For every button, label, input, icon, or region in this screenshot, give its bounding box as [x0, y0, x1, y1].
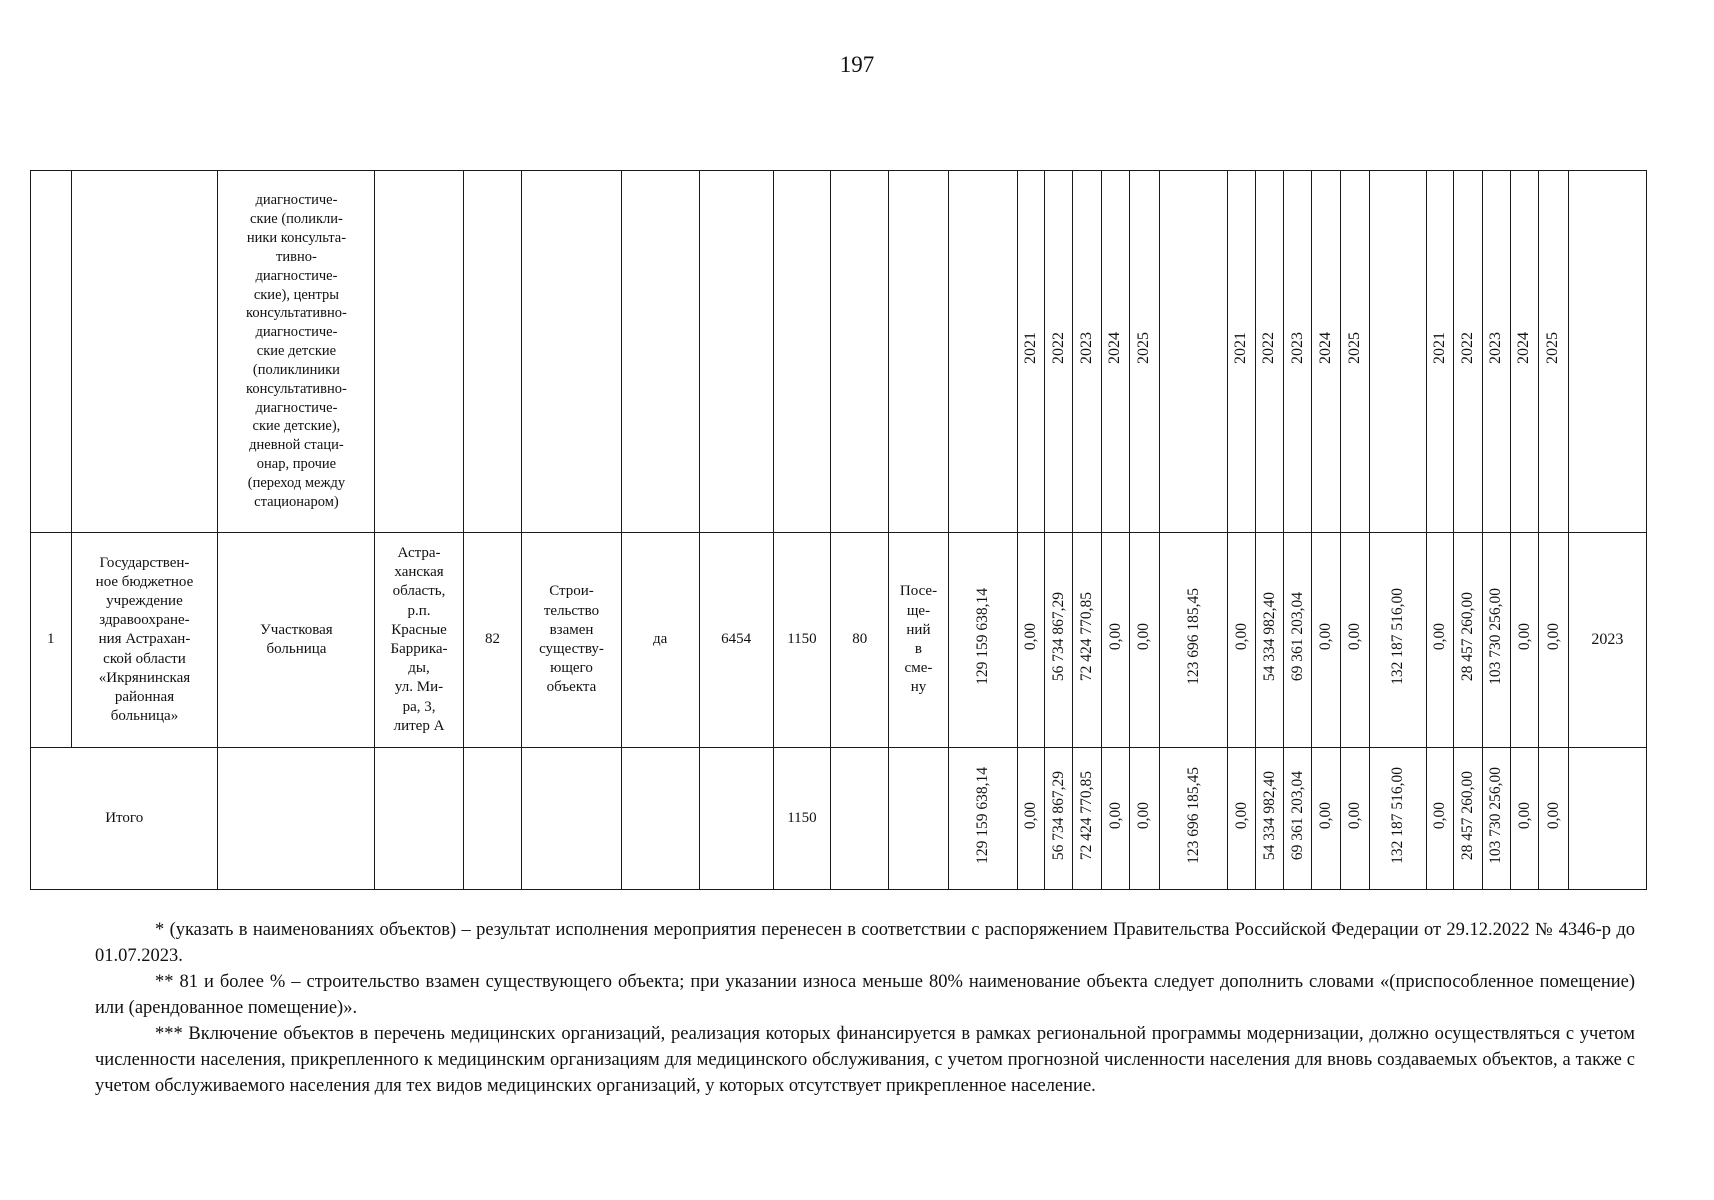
total-label: Итого: [31, 748, 218, 890]
total3-cell: [1370, 533, 1427, 748]
total1-cell: [948, 748, 1017, 890]
year-label: 2021: [1232, 332, 1250, 365]
y3-cell: [1539, 533, 1568, 748]
footnote-text: * (указать в наименованиях объектов) – результат исполнения мероприятия перенесен в соответствии с распоряжением Правительства Российской Федерации от 29.12.2022 № 4346-р до 01.07.2023.: [95, 920, 1635, 966]
amount: 54 334 982,40: [1260, 592, 1278, 682]
y2-cell: [1312, 533, 1340, 748]
address-cell: [375, 533, 463, 748]
completion-year: 2023: [1568, 533, 1646, 748]
footnote-text: *** Включение объектов в перечень медицинских организаций, реализация которых финансируется в рамках региональной программы модернизации, должно осуществляться с учетом численности населения, прикрепленного к медицинским организациям для медицинского обслуживания, с учетом прогнозной численности населения для вновь создаваемых объектов, а также с учетом обслуживаемого населения для тех видов медицинских организаций, у которых отсутствует прикрепленное население.: [95, 1024, 1635, 1096]
objects-table: [30, 170, 1647, 890]
address: Астра- ханская область, р.п. Красные Баррика- ды, ул. Ми- ра, 3, литер А: [390, 545, 448, 734]
amount: 0,00: [1515, 801, 1533, 829]
header-year-1-2: [1045, 171, 1073, 533]
amount: 0,00: [1346, 623, 1364, 651]
header-year-1-5: [1130, 171, 1159, 533]
year-label: 2022: [1049, 332, 1067, 365]
header-cell-flag: [621, 171, 699, 533]
organization-name: Государствен- ное бюджетное учреждение здравоохране- ния Астрахан- ской области «Икрянинская районная больница»: [95, 554, 194, 725]
year-label: 2021: [1021, 332, 1039, 365]
total-empty: [463, 748, 522, 890]
amount: 69 361 203,04: [1288, 592, 1306, 682]
amount: 72 424 770,85: [1078, 592, 1096, 682]
amount: 0,00: [1317, 623, 1335, 651]
amount: 0,00: [1431, 623, 1449, 651]
y2-cell: [1312, 748, 1340, 890]
footnote-3: [95, 1021, 1635, 1099]
total3-cell: [1370, 748, 1427, 890]
total-empty: [218, 748, 375, 890]
work-type-cell: [522, 533, 621, 748]
amount: 0,00: [1106, 623, 1124, 651]
y1-cell: [1017, 533, 1044, 748]
amount: 0,00: [1544, 623, 1562, 651]
y1-cell: [1045, 748, 1073, 890]
object-type-text: диагностиче- ские (поликли- ники консульта- тивно- диагностиче- ские), центры консультативно- диагностиче- ские детские (поликлиники консультативно- диагностиче- ские детские), дневной стаци- онар, прочие (переход между стационаром): [246, 192, 347, 510]
total-empty: [621, 748, 699, 890]
footnote-text: ** 81 и более % – строительство взамен существующего объекта; при указании износа меньше 80% наименование объекта следует дополнить словами «(приспособленное помещение) или (арендованное помещение)».: [95, 972, 1635, 1018]
work-type: Строи- тельство взамен существу- ющего объекта: [539, 583, 604, 696]
value-80: 80: [831, 533, 889, 748]
total-empty: [375, 748, 463, 890]
total-3: 132 187 516,00: [1389, 766, 1407, 864]
total-row: [31, 748, 1647, 890]
amount: 103 730 256,00: [1487, 766, 1505, 864]
total2-cell: [1159, 533, 1228, 748]
y3-cell: [1454, 748, 1482, 890]
amount: 0,00: [1232, 623, 1250, 651]
header-year-2-5: [1340, 171, 1369, 533]
year-label: 2024: [1316, 332, 1334, 365]
header-cell-area: [699, 171, 773, 533]
header-cell-work-type: [522, 171, 621, 533]
y2-cell: [1284, 533, 1312, 748]
header-cell-unit: [889, 171, 949, 533]
amount: 0,00: [1021, 623, 1039, 651]
amount: 0,00: [1135, 801, 1153, 829]
header-year-3-2: [1454, 171, 1482, 533]
total-empty: [889, 748, 949, 890]
year-label: 2023: [1288, 332, 1306, 365]
header-cell-total1: [948, 171, 1017, 533]
capacity-value: 1150: [773, 533, 831, 748]
header-cell-address: [375, 171, 463, 533]
total-1: 129 159 638,14: [973, 588, 991, 686]
amount: 0,00: [1317, 801, 1335, 829]
amount: 54 334 982,40: [1260, 770, 1278, 860]
year-label: 2022: [1260, 332, 1278, 365]
header-year-3-3: [1482, 171, 1510, 533]
header-year-1-4: [1101, 171, 1129, 533]
y1-cell: [1130, 748, 1159, 890]
amount: 28 457 260,00: [1459, 592, 1477, 682]
year-label: 2023: [1487, 332, 1505, 365]
year-label: 2025: [1544, 332, 1562, 365]
y1-cell: [1017, 748, 1044, 890]
header-cell-total3: [1370, 171, 1427, 533]
page-number: 197: [839, 52, 875, 77]
year-label: 2023: [1077, 332, 1095, 365]
total-empty: [522, 748, 621, 890]
y3-cell: [1454, 533, 1482, 748]
amount: 0,00: [1021, 801, 1039, 829]
header-cell-year: [1568, 171, 1646, 533]
y2-cell: [1340, 748, 1369, 890]
footnote-1: [95, 917, 1635, 969]
year-label: 2021: [1430, 332, 1448, 365]
header-year-2-2: [1255, 171, 1283, 533]
amount: 0,00: [1135, 623, 1153, 651]
amount: 69 361 203,04: [1288, 770, 1306, 860]
header-year-1-3: [1073, 171, 1101, 533]
year-label: 2024: [1106, 332, 1124, 365]
y1-cell: [1045, 533, 1073, 748]
header-year-1-1: [1017, 171, 1044, 533]
header-year-3-5: [1539, 171, 1568, 533]
total-3: 132 187 516,00: [1389, 588, 1407, 686]
amount: 72 424 770,85: [1078, 770, 1096, 860]
y1-cell: [1101, 533, 1129, 748]
header-year-2-3: [1284, 171, 1312, 533]
amount: 0,00: [1106, 801, 1124, 829]
header-cell-total2: [1159, 171, 1228, 533]
header-cell-value80: [831, 171, 889, 533]
y2-cell: [1228, 748, 1255, 890]
area-value: 6454: [699, 533, 773, 748]
header-year-2-1: [1228, 171, 1255, 533]
total1-cell: [948, 533, 1017, 748]
y3-cell: [1426, 533, 1453, 748]
wear-percent: 82: [463, 533, 522, 748]
amount: 0,00: [1544, 801, 1562, 829]
header-cell-num: [31, 171, 72, 533]
amount: 0,00: [1515, 623, 1533, 651]
header-cell-type: [218, 171, 375, 533]
object-cell: [218, 533, 375, 748]
header-cell-org: [71, 171, 218, 533]
y1-cell: [1130, 533, 1159, 748]
unit-cell: [889, 533, 949, 748]
header-year-3-4: [1511, 171, 1539, 533]
total-empty: [699, 748, 773, 890]
y3-cell: [1426, 748, 1453, 890]
footnote-2: [95, 969, 1635, 1021]
y1-cell: [1101, 748, 1129, 890]
y2-cell: [1255, 748, 1283, 890]
year-label: 2025: [1135, 332, 1153, 365]
org-cell: [71, 533, 218, 748]
header-cell-capacity: [773, 171, 831, 533]
header-year-2-4: [1312, 171, 1340, 533]
amount: 103 730 256,00: [1487, 588, 1505, 686]
total-2: 123 696 185,45: [1184, 588, 1202, 686]
table-row: [31, 533, 1647, 748]
total-empty: [1568, 748, 1646, 890]
amount: 0,00: [1346, 801, 1364, 829]
year-label: 2022: [1458, 332, 1476, 365]
year-label: 2025: [1345, 332, 1363, 365]
total-capacity: 1150: [773, 748, 831, 890]
object-name: Участковая больница: [260, 621, 333, 657]
y3-cell: [1482, 748, 1510, 890]
total-empty: [831, 748, 889, 890]
y1-cell: [1073, 533, 1101, 748]
total2-cell: [1159, 748, 1228, 890]
y3-cell: [1539, 748, 1568, 890]
y3-cell: [1482, 533, 1510, 748]
amount: 28 457 260,00: [1459, 770, 1477, 860]
header-row: [31, 171, 1647, 533]
amount: 0,00: [1232, 801, 1250, 829]
total-1: 129 159 638,14: [973, 766, 991, 864]
y2-cell: [1255, 533, 1283, 748]
y3-cell: [1511, 748, 1539, 890]
y3-cell: [1511, 533, 1539, 748]
amount: 56 734 867,29: [1049, 592, 1067, 682]
header-year-3-1: [1426, 171, 1453, 533]
total-2: 123 696 185,45: [1184, 766, 1202, 864]
amount: 56 734 867,29: [1049, 770, 1067, 860]
capacity-unit: Посе- ще- ний в сме- ну: [899, 583, 938, 696]
y2-cell: [1228, 533, 1255, 748]
year-label: 2024: [1515, 332, 1533, 365]
y1-cell: [1073, 748, 1101, 890]
y2-cell: [1284, 748, 1312, 890]
header-cell-wear: [463, 171, 522, 533]
flag-value: да: [621, 533, 699, 748]
row-number: 1: [31, 533, 72, 748]
y2-cell: [1340, 533, 1369, 748]
amount: 0,00: [1431, 801, 1449, 829]
